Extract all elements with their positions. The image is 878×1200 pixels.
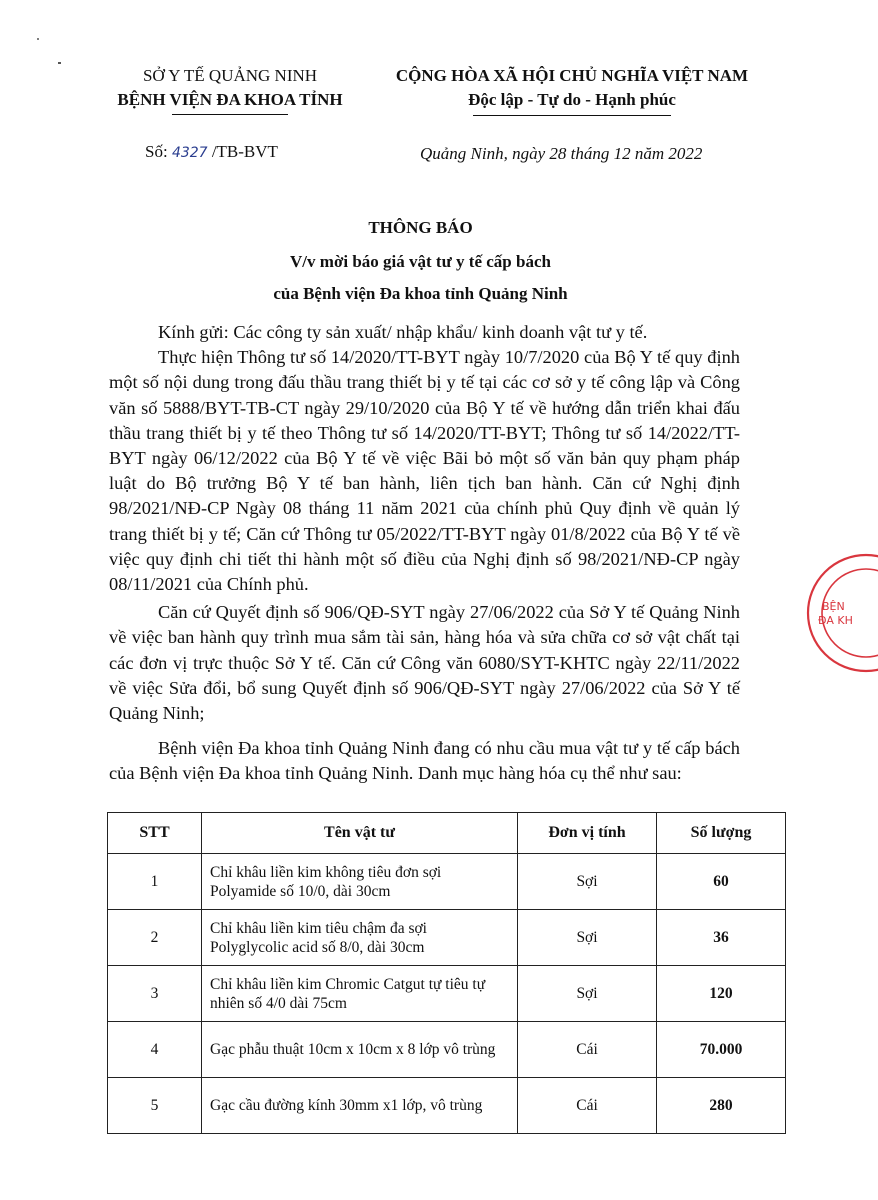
country-name: CỘNG HÒA XÃ HỘI CHỦ NGHĨA VIỆT NAM <box>395 66 749 85</box>
col-header-unit: Đơn vị tính <box>518 813 657 854</box>
row-stt: 5 <box>108 1078 202 1134</box>
row-name: Gạc phẫu thuật 10cm x 10cm x 8 lớp vô trùng <box>202 1022 518 1078</box>
row-name: Chỉ khâu liền kim tiêu chậm đa sợi Polyglycolic acid số 8/0, dài 30cm <box>202 910 518 966</box>
row-qty: 36 <box>657 910 786 966</box>
row-qty: 70.000 <box>657 1022 786 1078</box>
doc-number-handwritten: 4327 <box>171 145 208 161</box>
issuer-underline <box>172 114 288 115</box>
row-qty: 60 <box>657 854 786 910</box>
red-seal-stamp <box>788 548 878 678</box>
document-body <box>109 320 740 787</box>
row-name: Chỉ khâu liền kim không tiêu đơn sợi Polyamide số 10/0, dài 30cm <box>202 854 518 910</box>
table-row <box>108 910 786 966</box>
row-unit: Cái <box>518 1078 657 1134</box>
doc-number-suffix: /TB-BVT <box>207 142 278 161</box>
row-stt: 1 <box>108 854 202 910</box>
row-name: Gạc cầu đường kính 30mm x1 lớp, vô trùng <box>202 1078 518 1134</box>
paragraph-legal-basis-1: Thực hiện Thông tư số 14/2020/TT-BYT ngày 10/7/2020 của Bộ Y tế quy định một số nội dung trong đấu thầu trang thiết bị y tế tại các cơ sở y tế công lập và Công văn số 5888/BYT-TB-CT ngày 29/10/2020 của Bộ Y tế về hướng dẫn triển khai đấu thầu trang thiết bị y tế theo Thông tư số 14/2020/TT-BYT; Thông tư số 14/2022/TT-BYT ngày 06/12/2022 của Bộ Y tế về việc Bãi bỏ một số văn bản quy phạm pháp luật do Bộ trưởng Bộ Y tế ban hành, liên tịch ban hành. Căn cứ Nghị định 98/2021/NĐ-CP Ngày 08 tháng 11 năm 2021 của chính phủ Quy định về quản lý trang thiết bị y tế; Căn cứ Thông tư 05/2022/TT-BYT ngày 01/8/2022 của Bộ Y tế về việc quy định chi tiết thi hành một số điều của Nghị định số 98/2021/NĐ-CP ngày 08/11/2021 của Chính phủ. <box>109 347 740 595</box>
document-date: Quảng Ninh, ngày 28 tháng 12 năm 2022 <box>420 144 703 163</box>
row-stt: 3 <box>108 966 202 1022</box>
row-name: Chỉ khâu liền kim Chromic Catgut tự tiêu tự nhiên số 4/0 dài 75cm <box>202 966 518 1022</box>
row-unit: Sợi <box>518 854 657 910</box>
table-row <box>108 854 786 910</box>
stamp-text-1: BỆN <box>822 600 845 613</box>
document-subject-line2: của Bệnh viện Đa khoa tỉnh Quảng Ninh <box>273 284 568 303</box>
paragraph-request: Bệnh viện Đa khoa tỉnh Quảng Ninh đang có nhu cầu mua vật tư y tế cấp bách của Bệnh viện Đa khoa tỉnh Quảng Ninh. Danh mục hàng hóa cụ thể như sau: <box>109 738 740 784</box>
issuer-department: SỞ Y TẾ QUẢNG NINH <box>142 66 318 85</box>
supplies-table <box>107 812 786 1134</box>
scan-speck <box>58 62 61 64</box>
row-stt: 4 <box>108 1022 202 1078</box>
scan-speck <box>37 38 39 40</box>
issuer-block <box>80 64 380 115</box>
document-number <box>145 142 278 162</box>
row-stt: 2 <box>108 910 202 966</box>
row-unit: Sợi <box>518 966 657 1022</box>
national-header <box>372 64 772 116</box>
col-header-stt: STT <box>108 813 202 854</box>
table-row <box>108 1078 786 1134</box>
recipient-line: Kính gửi: Các công ty sản xuất/ nhập khẩu/ kinh doanh vật tư y tế. <box>158 322 648 342</box>
row-unit: Sợi <box>518 910 657 966</box>
row-qty: 280 <box>657 1078 786 1134</box>
stamp-text-2: ĐA KH <box>818 614 853 627</box>
issuer-hospital: BỆNH VIỆN ĐA KHOA TỈNH <box>117 90 343 109</box>
table-row <box>108 1022 786 1078</box>
row-qty: 120 <box>657 966 786 1022</box>
national-motto: Độc lập - Tự do - Hạnh phúc <box>468 90 676 109</box>
table-row <box>108 966 786 1022</box>
document-title: THÔNG BÁO <box>368 218 473 237</box>
doc-number-prefix: Số: <box>145 142 172 161</box>
paragraph-legal-basis-2: Căn cứ Quyết định số 906/QĐ-SYT ngày 27/06/2022 của Sở Y tế Quảng Ninh về việc ban hành quy trình mua sắm tài sản, hàng hóa và sửa chữa cơ sở vật chất tại các đơn vị trực thuộc Sở Y tế. Căn cứ Công văn 6080/SYT-KHTC ngày 22/11/2022 về việc Sửa đổi, bổ sung Quyết định số 906/QĐ-SYT ngày 27/06/2022 của Sở Y tế Quảng Ninh; <box>109 602 740 724</box>
motto-underline <box>473 115 671 116</box>
row-unit: Cái <box>518 1022 657 1078</box>
col-header-name: Tên vật tư <box>202 813 518 854</box>
table-header-row <box>108 813 786 854</box>
col-header-qty: Số lượng <box>657 813 786 854</box>
document-subject-line1: V/v mời báo giá vật tư y tế cấp bách <box>290 252 551 271</box>
